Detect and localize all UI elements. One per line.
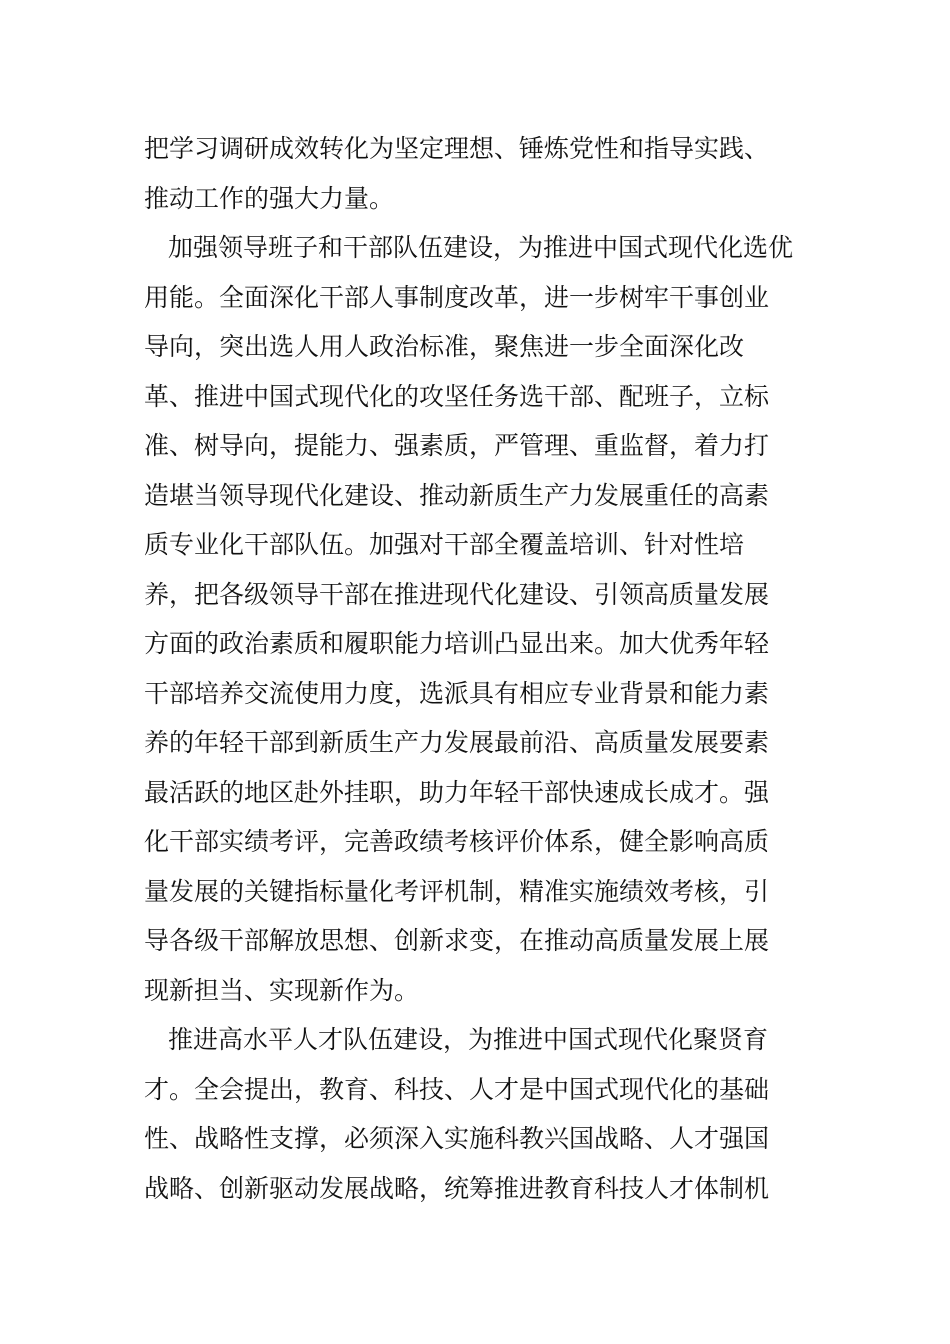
text-line: 用能。全面深化干部人事制度改革，进一步树牢干事创业 (144, 282, 770, 312)
text-line: 才。全会提出，教育、科技、人才是中国式现代化的基础 (144, 1074, 770, 1104)
text-line: 造堪当领导现代化建设、推动新质生产力发展重任的高素 (144, 480, 770, 510)
text-line: 推动工作的强大力量。 (144, 183, 395, 213)
text-line: 方面的政治素质和履职能力培训凸显出来。加大优秀年轻 (144, 629, 770, 658)
text-line: 最活跃的地区赴外挂职，助力年轻干部快速成长成才。强 (144, 777, 770, 807)
text-line: 养，把各级领导干部在推进现代化建设、引领高质量发展 (144, 579, 770, 609)
text-line: 性、战略性支撑，必须深入实施科教兴国战略、人才强国 (144, 1124, 770, 1153)
text-line: 养的年轻干部到新质生产力发展最前沿、高质量发展要素 (144, 728, 770, 757)
text-line: 革、推进中国式现代化的攻坚任务选干部、配班子，立标 (144, 381, 770, 411)
text-line: 质专业化干部队伍。加强对干部全覆盖培训、针对性培 (144, 530, 745, 559)
text-line: 导各级干部解放思想、创新求变，在推动高质量发展上展 (144, 926, 770, 955)
text-line: 把学习调研成效转化为坚定理想、锤炼党性和指导实践、 (144, 134, 770, 163)
text-line: 准、树导向，提能力、强素质，严管理、重监督，着力打 (144, 431, 770, 460)
document-body (144, 124, 816, 1213)
text-line: 化干部实绩考评，完善政绩考核评价体系，健全影响高质 (144, 827, 770, 856)
text-line: 现新担当、实现新作为。 (144, 975, 420, 1005)
paragraph-start-line: 加强领导班子和干部队伍建设，为推进中国式现代化选优 (168, 233, 794, 262)
text-line: 量发展的关键指标量化考评机制，精准实施绩效考核，引 (144, 876, 770, 906)
text-line: 干部培养交流使用力度，选派具有相应专业背景和能力素 (144, 678, 770, 708)
paragraph-start-line: 推进高水平人才队伍建设，为推进中国式现代化聚贤育 (168, 1025, 769, 1054)
text-line: 战略、创新驱动发展战略，统筹推进教育科技人才体制机 (144, 1173, 770, 1203)
text-line: 导向，突出选人用人政治标准，聚焦进一步全面深化改 (144, 332, 745, 361)
